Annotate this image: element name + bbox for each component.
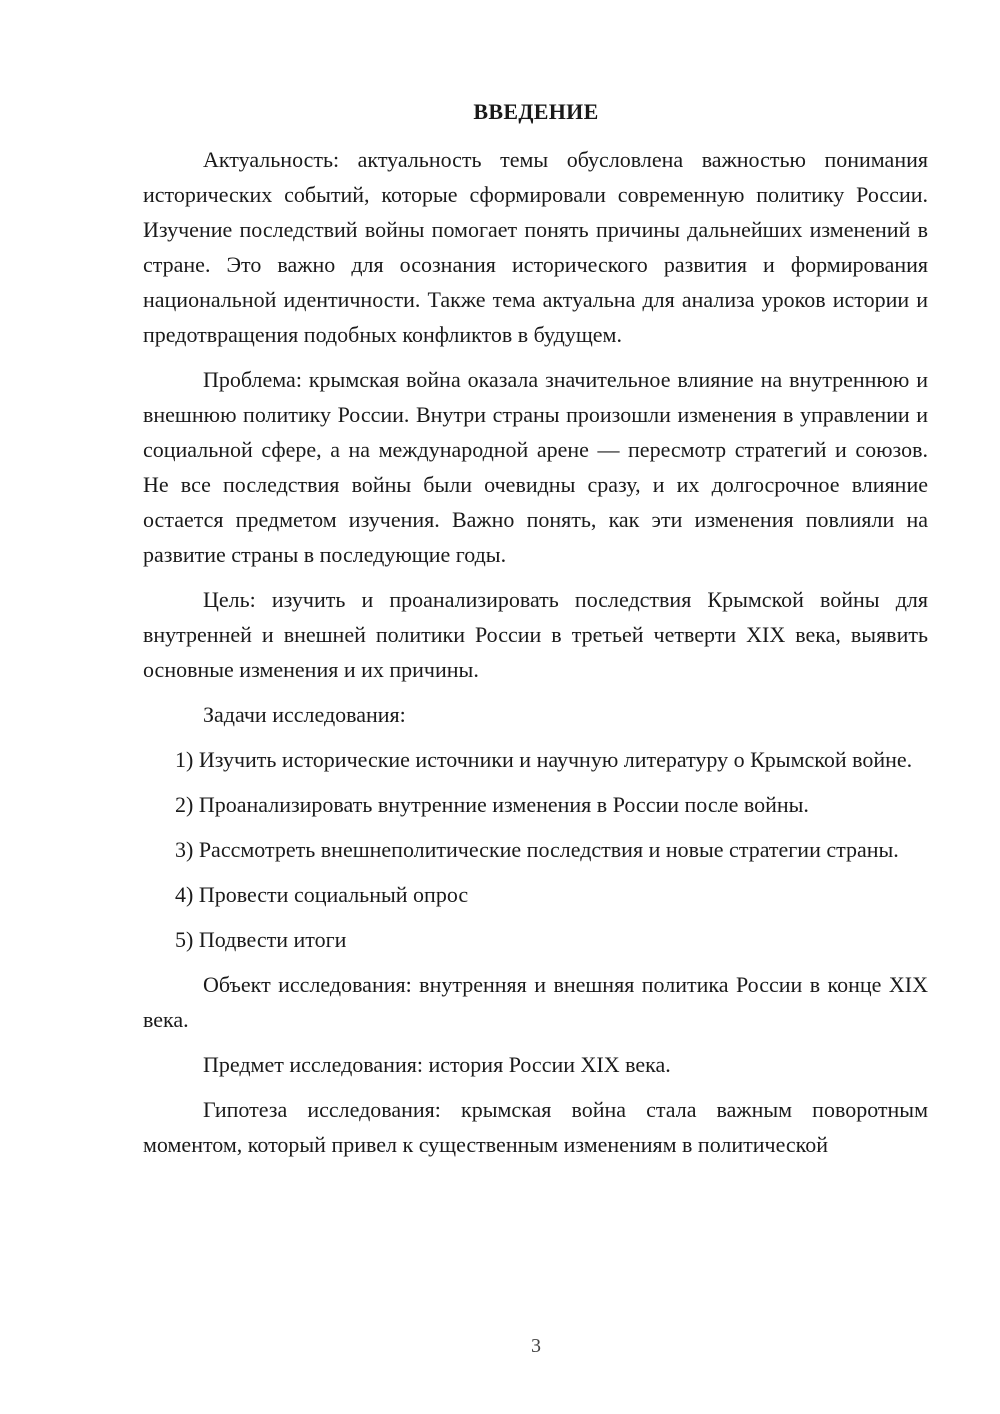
paragraph-subject: Предмет исследования: история России XIX века. [203, 1052, 671, 1077]
page-title: ВВЕДЕНИЕ [473, 99, 599, 124]
task-item-5: 5) Подвести итоги [175, 927, 347, 952]
paragraph-hypothesis: Гипотеза исследования: крымская война стала важным поворотным моментом, который привел к существенным изменениям в политической [143, 1097, 928, 1157]
paragraph-problem: Проблема: крымская война оказала значительное влияние на внутреннюю и внешнюю политику России. Внутри страны произошли изменения в управлении и социальной сфере, а на международной арене — пересмотр стратегий и союзов. Не все последствия войны были очевидны сразу, и их долгосрочное влияние остается предметом изучения. Важно понять, как эти изменения повлияли на развитие страны в последующие годы. [143, 367, 928, 567]
paragraph-tasks-heading: Задачи исследования: [203, 702, 406, 727]
paragraph-goal: Цель: изучить и проанализировать последствия Крымской войны для внутренней и внешней политики России в третьей четверти XIX века, выявить основные изменения и их причины. [143, 587, 928, 682]
task-item-3: 3) Рассмотреть внешнеполитические последствия и новые стратегии страны. [175, 837, 899, 862]
page-number: 3 [531, 1335, 541, 1357]
paragraph-object: Объект исследования: внутренняя и внешняя политика России в конце XIX века. [143, 972, 928, 1032]
task-item-1: 1) Изучить исторические источники и научную литературу о Крымской войне. [175, 747, 913, 772]
task-item-2: 2) Проанализировать внутренние изменения в России после войны. [175, 792, 809, 817]
task-item-4: 4) Провести социальный опрос [175, 882, 469, 907]
document-body [143, 142, 928, 1162]
paragraph-relevance: Актуальность: актуальность темы обусловлена важностью понимания исторических событий, которые сформировали современную политику России. Изучение последствий войны помогает понять причины дальнейших изменений в стране. Это важно для осознания исторического развития и формирования национальной идентичности. Также тема актуальна для анализа уроков истории и предотвращения подобных конфликтов в будущем. [143, 147, 928, 347]
